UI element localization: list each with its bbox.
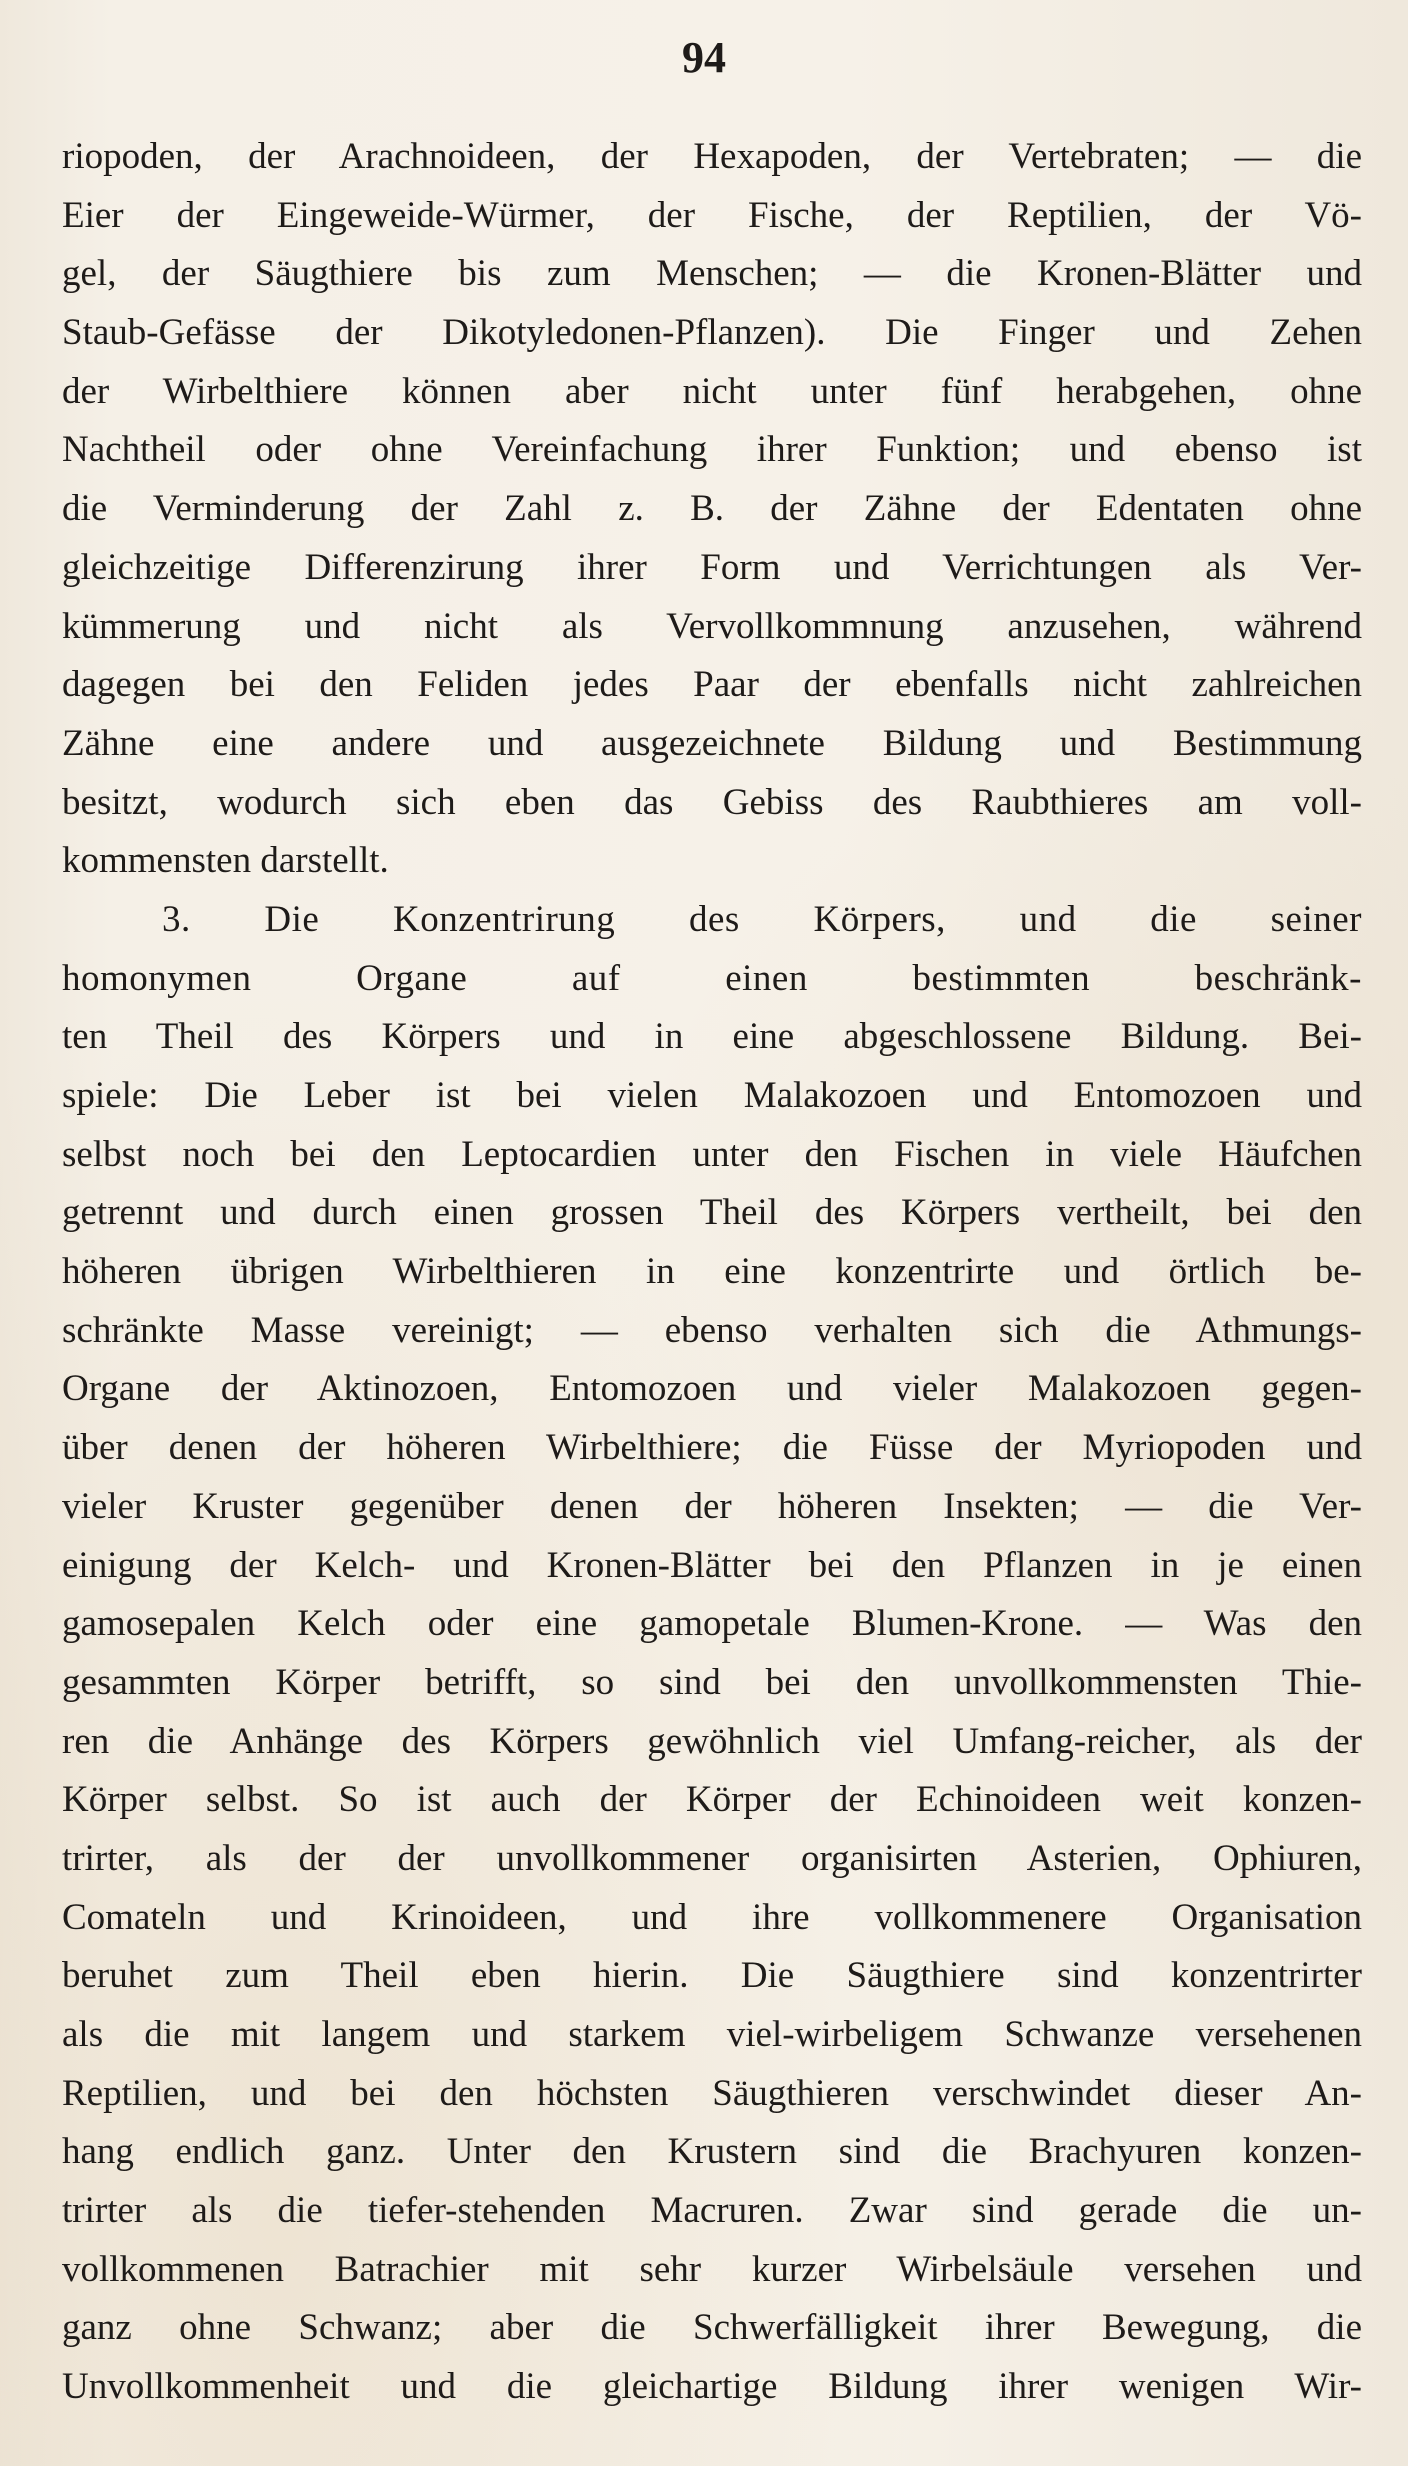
text-line: ren die Anhänge des Körpers gewöhnlich viel Umfang-reicher, als der: [62, 1720, 1362, 1762]
paragraph-end-line: kommensten darstellt.: [62, 840, 389, 882]
text-line: Comateln und Krinoideen, und ihre vollkommenere Organisation: [62, 1896, 1362, 1938]
text-line: Staub-Gefässe der Dikotyledonen-Pflanzen). Die Finger und Zehen: [62, 312, 1362, 354]
text-line: beruhet zum Theil eben hierin. Die Säugthiere sind konzentrirter: [62, 1955, 1362, 1997]
text-line: ten Theil des Körpers und in eine abgeschlossene Bildung. Bei-: [62, 1016, 1362, 1058]
text-line: vollkommenen Batrachier mit sehr kurzer Wirbelsäule versehen und: [62, 2248, 1362, 2290]
text-line: Reptilien, und bei den höchsten Säugthieren verschwindet dieser An-: [62, 2072, 1362, 2114]
text-line: vieler Kruster gegenüber denen der höheren Insekten; — die Ver-: [62, 1485, 1362, 1527]
text-line: die Verminderung der Zahl z. B. der Zähne der Edentaten ohne: [62, 488, 1362, 530]
text-line: gel, der Säugthiere bis zum Menschen; — die Kronen-Blätter und: [62, 253, 1362, 295]
section-heading-line: 3. Die Konzentrirung des Körpers, und die seiner: [162, 898, 1362, 940]
text-line: gamosepalen Kelch oder eine gamopetale Blumen-Krone. — Was den: [62, 1603, 1362, 1645]
text-line: besitzt, wodurch sich eben das Gebiss des Raubthieres am voll-: [62, 781, 1362, 823]
text-line: trirter als die tiefer-stehenden Macruren. Zwar sind gerade die un-: [62, 2190, 1362, 2232]
text-line: Zähne eine andere und ausgezeichnete Bildung und Bestimmung: [62, 722, 1362, 764]
text-line: selbst noch bei den Leptocardien unter den Fischen in viele Häufchen: [62, 1133, 1362, 1175]
text-line: hang endlich ganz. Unter den Krustern sind die Brachyuren konzen-: [62, 2131, 1362, 2173]
text-line: trirter, als der der unvollkommener organisirten Asterien, Ophiuren,: [62, 1837, 1362, 1879]
text-line: kümmerung und nicht als Vervollkommnung anzusehen, während: [62, 605, 1362, 647]
text-line: als die mit langem und starkem viel-wirbeligem Schwanze versehenen: [62, 2014, 1362, 2055]
text-line: Nachtheil oder ohne Vereinfachung ihrer Funktion; und ebenso ist: [62, 429, 1362, 471]
text-line: Eier der Eingeweide-Würmer, der Fische, der Reptilien, der Vö-: [62, 194, 1362, 236]
body-text: [62, 128, 1362, 2417]
text-line: Organe der Aktinozoen, Entomozoen und vieler Malakozoen gegen-: [62, 1368, 1362, 1410]
text-line: schränkte Masse vereinigt; — ebenso verhalten sich die Athmungs-: [62, 1309, 1362, 1351]
text-line: getrennt und durch einen grossen Theil des Körpers vertheilt, bei den: [62, 1192, 1362, 1234]
text-line: spiele: Die Leber ist bei vielen Malakozoen und Entomozoen und: [62, 1075, 1362, 1116]
section-heading-line: homonymen Organe auf einen bestimmten beschränk-: [62, 957, 1362, 999]
text-line: dagegen bei den Feliden jedes Paar der ebenfalls nicht zahlreichen: [62, 664, 1362, 706]
text-line: über denen der höheren Wirbelthiere; die Füsse der Myriopoden und: [62, 1427, 1362, 1469]
text-line: riopoden, der Arachnoideen, der Hexapoden, der Vertebraten; — die: [62, 136, 1362, 177]
text-line: gleichzeitige Differenzirung ihrer Form und Verrichtungen als Ver-: [62, 546, 1362, 588]
text-line: höheren übrigen Wirbelthieren in eine konzentrirte und örtlich be-: [62, 1251, 1362, 1293]
text-line: gesammten Körper betrifft, so sind bei den unvollkommensten Thie-: [62, 1661, 1362, 1703]
text-line: ganz ohne Schwanz; aber die Schwerfälligkeit ihrer Bewegung, die: [62, 2307, 1362, 2349]
text-line: Unvollkommenheit und die gleichartige Bildung ihrer wenigen Wir-: [62, 2366, 1362, 2408]
text-line: Körper selbst. So ist auch der Körper der Echinoideen weit konzen-: [62, 1779, 1362, 1821]
page-number: 94: [682, 33, 726, 82]
text-line: einigung der Kelch- und Kronen-Blätter bei den Pflanzen in je einen: [62, 1544, 1362, 1586]
text-line: der Wirbelthiere können aber nicht unter fünf herabgehen, ohne: [62, 370, 1362, 412]
